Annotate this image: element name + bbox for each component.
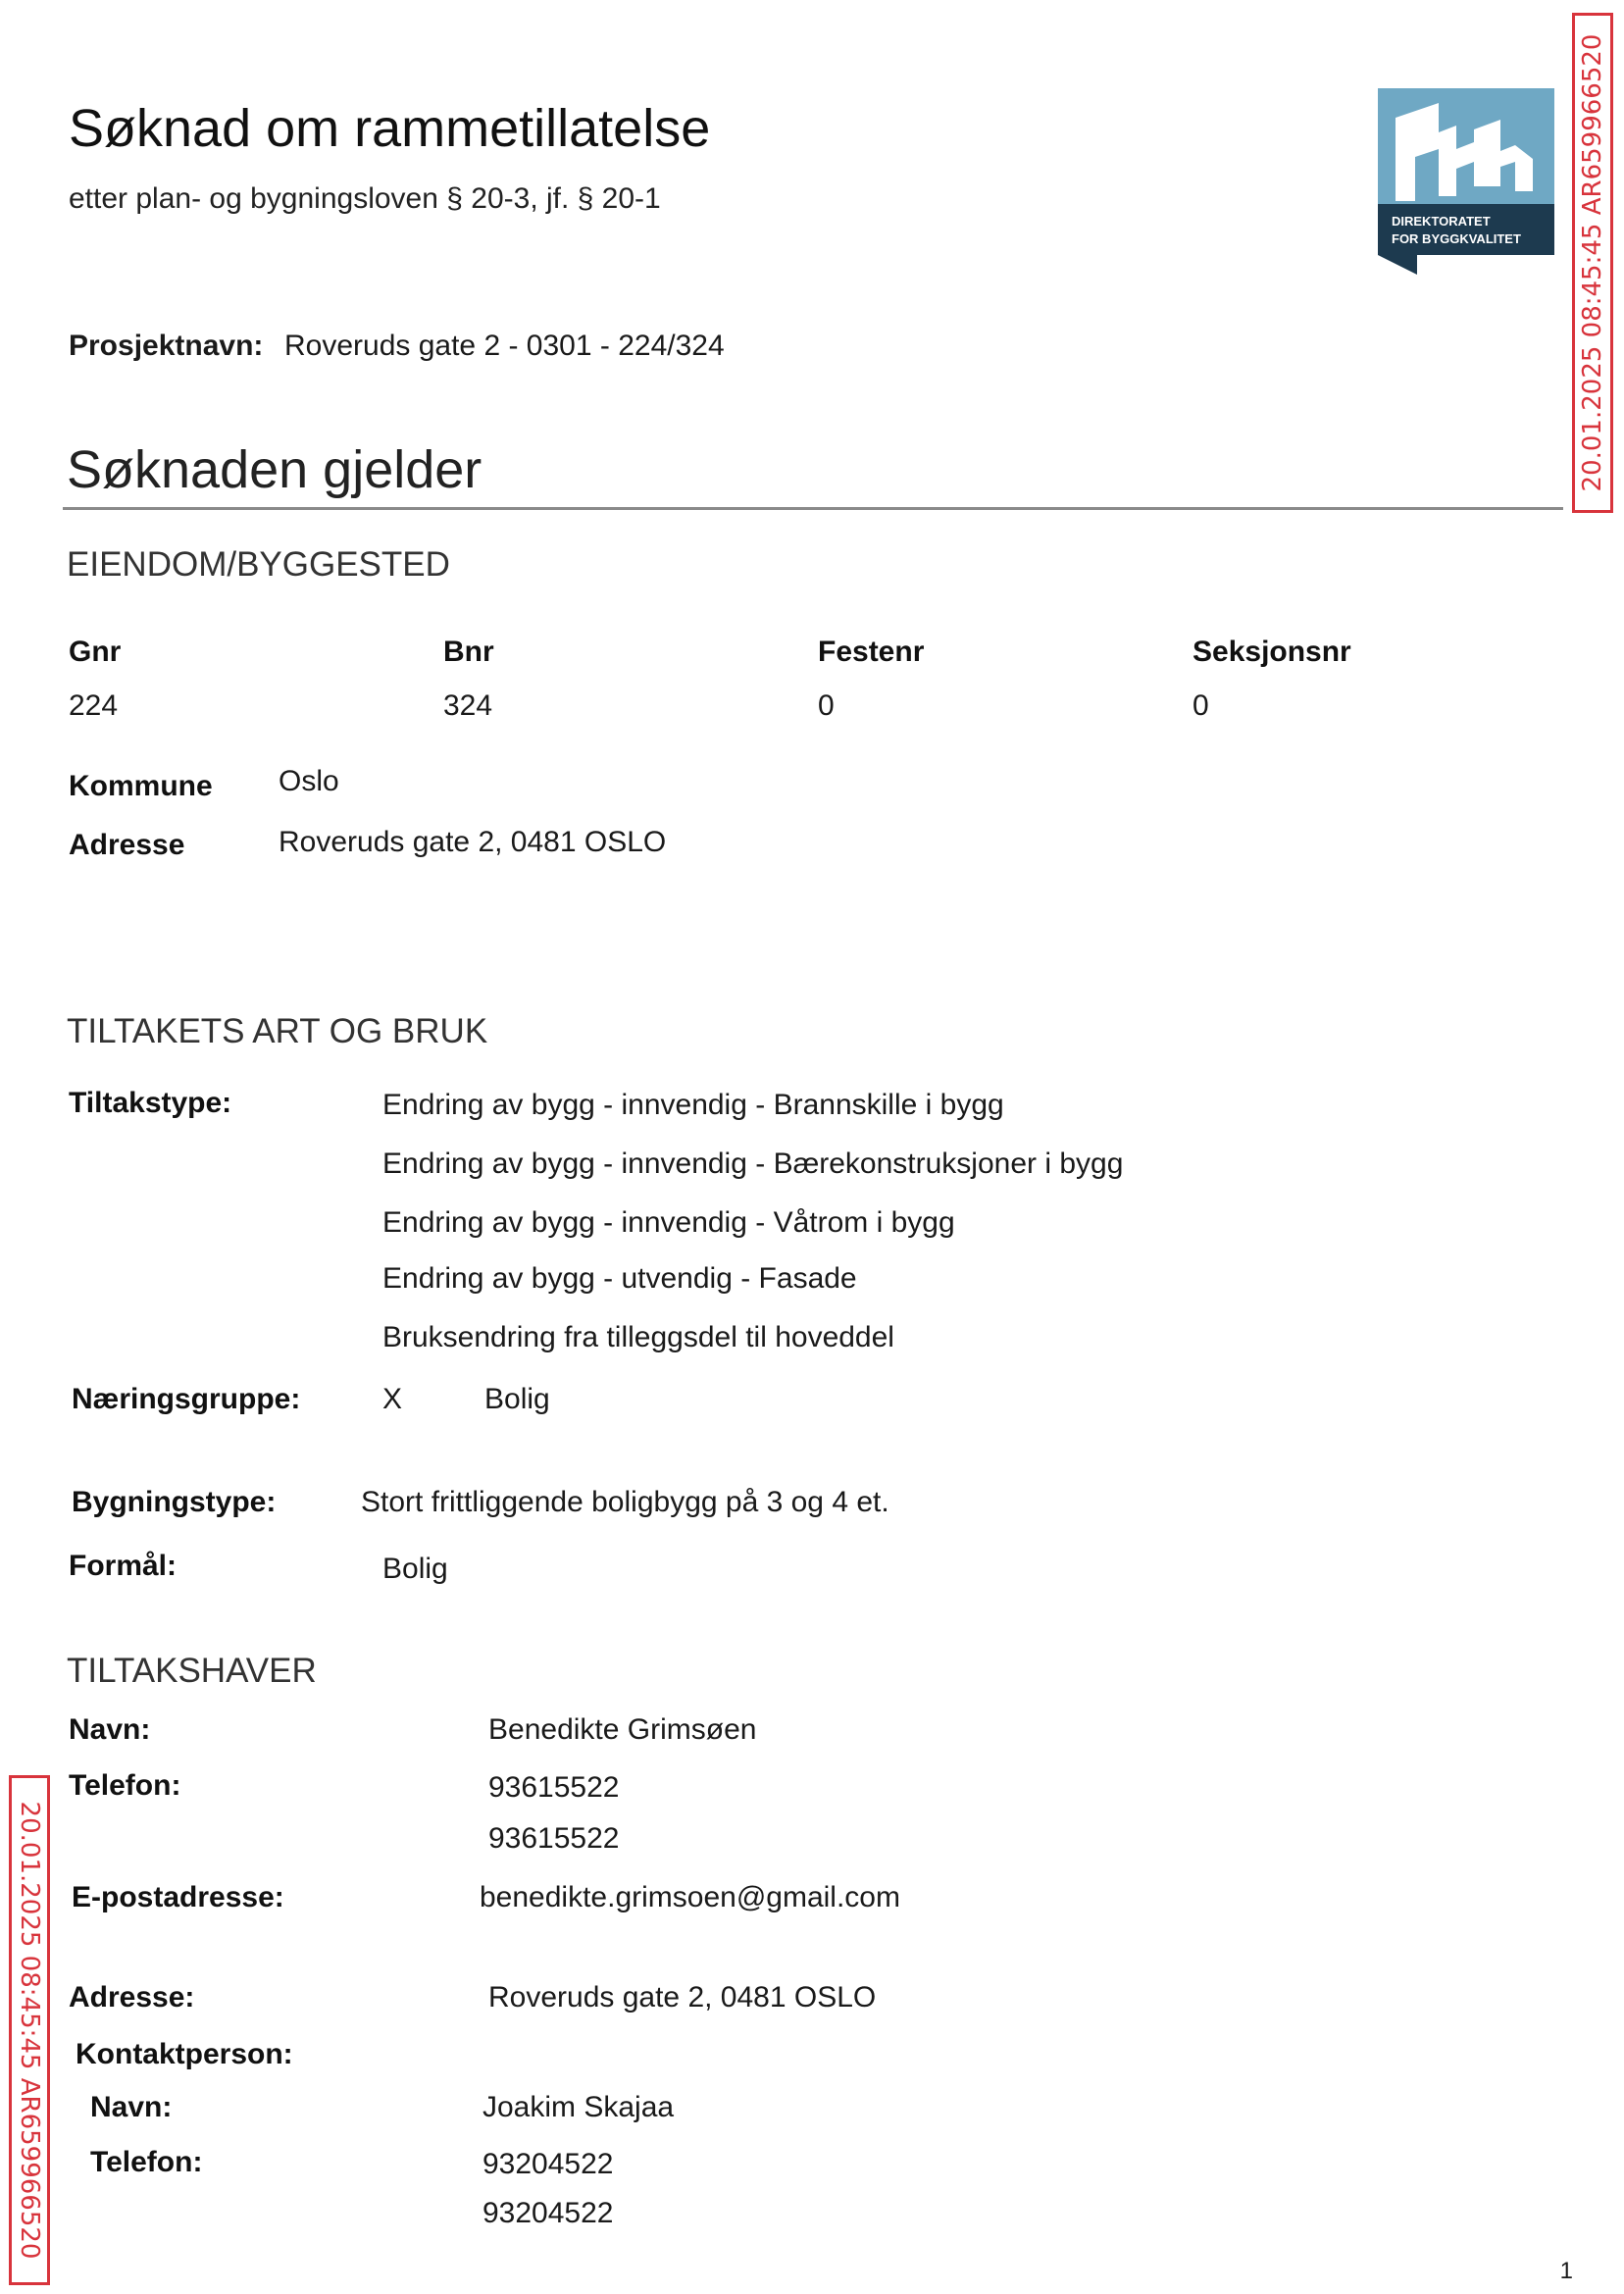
bnr-value: 324 xyxy=(443,689,493,722)
stamp-text: 20.01.2025 08:45:45 AR659966520 xyxy=(15,1801,44,2260)
kontakt-navn-value: Joakim Skajaa xyxy=(482,2091,675,2123)
bnr-label: Bnr xyxy=(443,636,494,668)
telefon-label: Telefon: xyxy=(69,1769,181,1802)
tiltakshaver-adresse-value: Roveruds gate 2, 0481 OSLO xyxy=(488,1981,877,2014)
tiltakstype-item: Endring av bygg - innvendig - Våtrom i bygg xyxy=(382,1206,955,1239)
formal-value: Bolig xyxy=(382,1553,448,1585)
mobil-value: 93615522 xyxy=(488,1822,620,1855)
seksjonsnr-value: 0 xyxy=(1193,689,1209,722)
dibk-logo xyxy=(1378,88,1554,275)
kontakt-mobil-value: 93204522 xyxy=(482,2197,614,2229)
navn-value: Benedikte Grimsøen xyxy=(488,1713,757,1746)
tiltak-heading: TILTAKETS ART OG BRUK xyxy=(67,1012,488,1050)
formal-label: Formål: xyxy=(69,1550,178,1582)
gnr-label: Gnr xyxy=(69,636,122,668)
tiltakstype-label: Tiltakstype: xyxy=(69,1087,232,1119)
tiltakshaver-heading: TILTAKSHAVER xyxy=(67,1652,317,1690)
adresse-label: Adresse xyxy=(69,829,185,861)
document-subtitle: etter plan- og bygningsloven § 20-3, jf. § 20-1 xyxy=(69,182,661,215)
tiltakstype-item: Bruksendring fra tilleggsdel til hoveddel xyxy=(382,1321,894,1353)
kommune-label: Kommune xyxy=(69,770,213,802)
kontakt-navn-label: Navn: xyxy=(90,2091,173,2123)
tiltakstype-item: Endring av bygg - innvendig - Brannskille i bygg xyxy=(382,1089,1004,1121)
kontaktperson-label: Kontaktperson: xyxy=(76,2038,293,2070)
section-heading: Søknaden gjelder xyxy=(67,440,482,499)
timestamp-stamp-left xyxy=(9,1775,50,2285)
naeringsgruppe-label: Næringsgruppe: xyxy=(72,1383,301,1415)
tiltakstype-item: Endring av bygg - utvendig - Fasade xyxy=(382,1262,857,1295)
bygningstype-label: Bygningstype: xyxy=(72,1486,277,1518)
document-title: Søknad om rammetillatelse xyxy=(69,99,711,158)
epost-value: benedikte.grimsoen@gmail.com xyxy=(480,1881,900,1913)
kommune-value: Oslo xyxy=(279,765,339,797)
kontakt-telefon-label: Telefon: xyxy=(90,2146,203,2178)
section-divider xyxy=(63,507,1563,510)
tiltakshaver-adresse-label: Adresse: xyxy=(69,1981,195,2014)
telefon-value: 93615522 xyxy=(488,1771,620,1804)
festenr-label: Festenr xyxy=(818,636,925,668)
naeringsgruppe-code: X xyxy=(382,1383,403,1415)
project-name-value: Roveruds gate 2 - 0301 - 224/324 xyxy=(284,330,725,362)
navn-label: Navn: xyxy=(69,1713,151,1746)
stamp-text: 20.01.2025 08:45:45 AR659966520 xyxy=(1578,33,1607,492)
logo-text-line1: DIREKTORATET xyxy=(1392,214,1491,229)
bygningstype-value: Stort frittliggende boligbygg på 3 og 4 et. xyxy=(361,1486,889,1518)
gnr-value: 224 xyxy=(69,689,119,722)
festenr-value: 0 xyxy=(818,689,835,722)
timestamp-stamp-right xyxy=(1572,13,1613,513)
property-heading: EIENDOM/BYGGESTED xyxy=(67,545,450,584)
naeringsgruppe-value: Bolig xyxy=(484,1383,550,1415)
page-number: 1 xyxy=(1559,2258,1573,2284)
seksjonsnr-label: Seksjonsnr xyxy=(1193,636,1351,668)
epost-label: E-postadresse: xyxy=(72,1881,284,1913)
logo-text-line2: FOR BYGGKVALITET xyxy=(1392,231,1521,246)
tiltakstype-item: Endring av bygg - innvendig - Bærekonstruksjoner i bygg xyxy=(382,1147,1124,1180)
kontakt-telefon-value: 93204522 xyxy=(482,2148,614,2180)
project-name-label: Prosjektnavn: xyxy=(69,330,264,362)
adresse-value: Roveruds gate 2, 0481 OSLO xyxy=(279,826,667,858)
